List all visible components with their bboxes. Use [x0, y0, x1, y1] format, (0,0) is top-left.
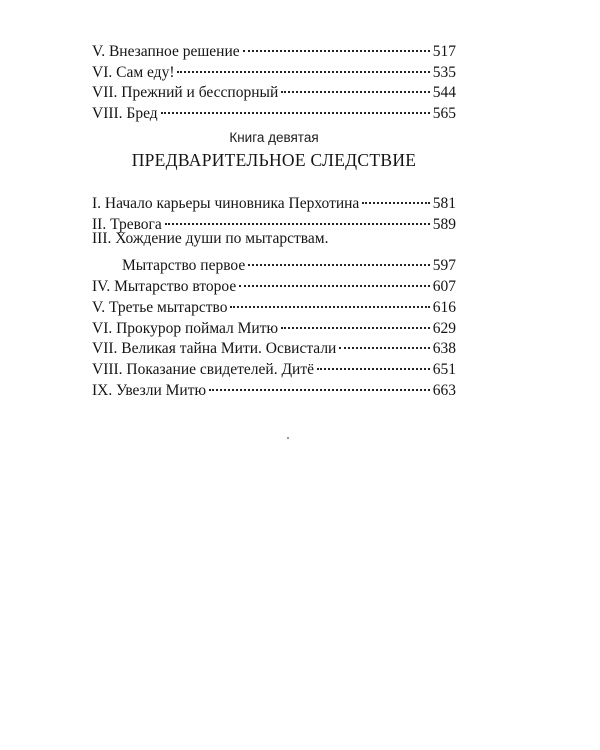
dot-leader	[339, 333, 429, 354]
book-title: ПРЕДВАРИТЕЛЬНОЕ СЛЕДСТВИЕ	[131, 150, 417, 170]
toc-entry-title: VIII. Бред	[92, 105, 158, 123]
toc-entry-page: 517	[432, 42, 456, 60]
toc-entry	[92, 187, 456, 212]
toc-entry-title: II. Тревога	[92, 215, 162, 233]
toc-entry-page: 535	[432, 63, 456, 81]
dot-leader	[317, 353, 430, 374]
toc-list-book-nine	[92, 187, 456, 399]
dot-leader	[243, 35, 430, 56]
toc-entry-title: IX. Увезли Митю	[92, 381, 207, 399]
toc-entry-page: 597	[432, 257, 456, 275]
toc-entry-title: VI. Сам еду!	[92, 63, 175, 81]
dot-leader	[281, 312, 430, 333]
toc-entry	[92, 229, 456, 250]
toc-entry-page: 544	[432, 84, 456, 102]
toc-entry-page: 565	[432, 105, 456, 123]
toc-entry-title: V. Третье мытарство	[92, 298, 228, 316]
dot-leader	[161, 97, 430, 118]
toc-entry-title: VI. Прокурор поймал Митю	[92, 319, 279, 337]
print-speck	[287, 437, 289, 439]
toc-entry-title: IV. Мытарство второе	[92, 277, 237, 295]
toc-entry-continuation	[92, 249, 456, 275]
toc-entry-title: Мытарство первое	[122, 257, 246, 275]
toc-entry-page: 581	[432, 194, 456, 212]
dot-leader	[209, 374, 430, 395]
toc-entry-title: I. Начало карьеры чиновника Перхотина	[92, 194, 360, 212]
dot-leader	[230, 291, 429, 312]
toc-list-previous-book	[92, 35, 456, 123]
toc-entry-title: VII. Великая тайна Мити. Освистали	[92, 340, 337, 358]
toc-entry-page: 651	[432, 361, 456, 379]
toc-entry-page: 589	[432, 215, 456, 233]
toc-entry-title: III. Хождение души по мытарствам.	[92, 229, 329, 247]
toc-entry-page: 638	[432, 340, 456, 358]
dot-leader	[281, 77, 430, 98]
toc-entry-page: 629	[432, 319, 456, 337]
toc-entry-title: VIII. Показание свидетелей. Дитё	[92, 361, 314, 379]
toc-entry-title: VII. Прежний и бесспорный	[92, 84, 279, 102]
dot-leader	[177, 56, 429, 77]
toc-entry-title: V. Внезапное решение	[92, 42, 240, 60]
dot-leader	[248, 249, 430, 270]
toc-entry-page: 663	[432, 381, 456, 399]
toc-entry-page: 607	[432, 277, 456, 295]
dot-leader	[362, 187, 429, 208]
toc-entry	[92, 35, 456, 60]
toc-entry-page: 616	[432, 298, 456, 316]
dot-leader	[239, 270, 430, 291]
book-label: Книга девятая	[229, 130, 319, 145]
dot-leader	[165, 208, 430, 229]
